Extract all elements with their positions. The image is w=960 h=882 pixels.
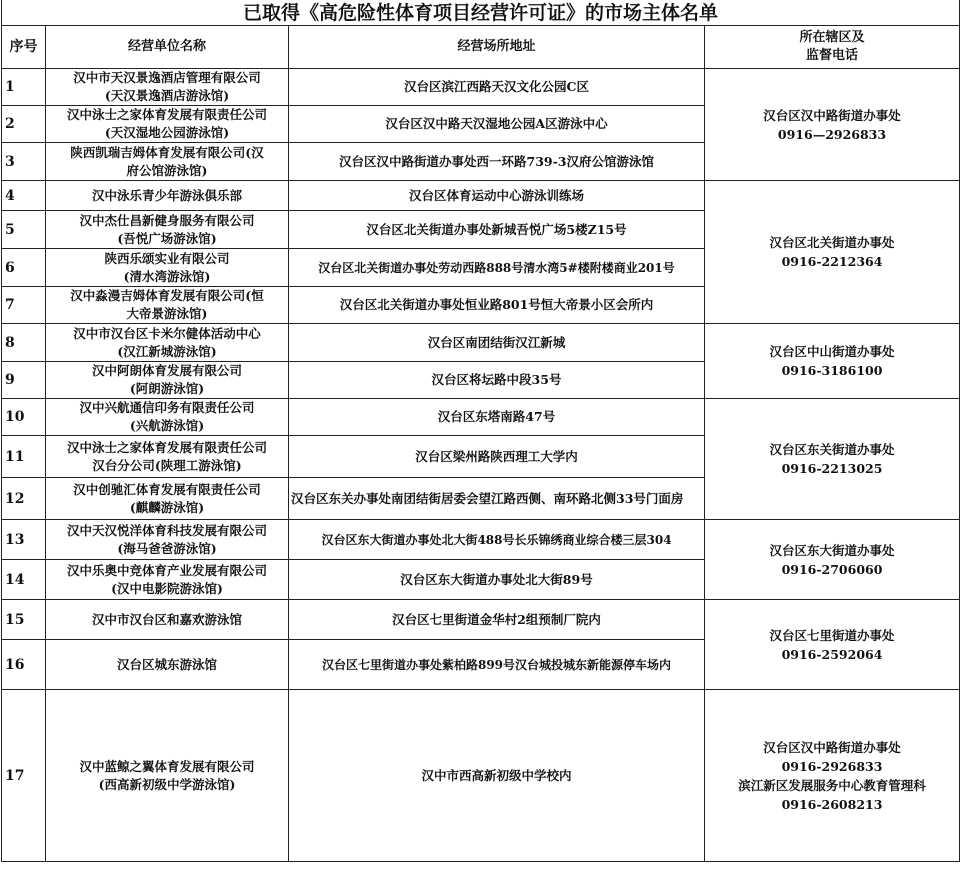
region-cell: 汉台区东关街道办事处 0916-2213025: [705, 399, 960, 520]
row-seq: 3: [2, 143, 46, 181]
table-row: [2, 399, 960, 436]
row-address: 汉台区东塔南路47号: [289, 399, 705, 436]
table-row: [2, 69, 960, 106]
row-seq: 12: [2, 478, 46, 520]
row-address: 汉台区南团结街汉江新城: [289, 324, 705, 362]
row-seq: 1: [2, 69, 46, 106]
region-cell: 汉台区汉中路街道办事处 0916—2926833: [705, 69, 960, 181]
row-unit: 汉中天汉悦洋体育科技发展有限公司 (海马爸爸游泳馆): [46, 520, 289, 560]
row-address: 汉台区北关街道办事处劳动西路888号清水湾5#楼附楼商业201号: [289, 249, 705, 287]
region-cell: 汉台区七里街道办事处 0916-2592064: [705, 600, 960, 690]
row-unit: 汉中市天汉景逸酒店管理有限公司 (天汉景逸酒店游泳馆): [46, 69, 289, 106]
row-unit: 汉中淼漫吉姆体育发展有限公司(恒 大帝景游泳馆): [46, 287, 289, 324]
header-unit: 经营单位名称: [46, 26, 289, 69]
row-unit: 汉中泳乐青少年游泳俱乐部: [46, 181, 289, 211]
row-unit: 汉中蓝鲸之翼体育发展有限公司 (西高新初级中学游泳馆): [46, 690, 289, 862]
region-cell: 汉台区汉中路街道办事处 0916-2926833 滨江新区发展服务中心教育管理科 0916-2608213: [705, 690, 960, 862]
row-seq: 17: [2, 690, 46, 862]
row-address: 汉台区滨江西路天汉文化公园C区: [289, 69, 705, 106]
row-unit: 汉台区城东游泳馆: [46, 640, 289, 690]
table-row: [2, 181, 960, 211]
table-row: [2, 600, 960, 640]
row-seq: 8: [2, 324, 46, 362]
page-title: 已取得《高危险性体育项目经营许可证》的市场主体名单: [2, 0, 960, 26]
region-cell: 汉台区中山街道办事处 0916-3186100: [705, 324, 960, 399]
row-seq: 15: [2, 600, 46, 640]
row-unit: 汉中杰仕昌新健身服务有限公司 (吾悦广场游泳馆): [46, 211, 289, 249]
row-seq: 14: [2, 560, 46, 600]
row-seq: 11: [2, 436, 46, 478]
row-unit: 汉中泳士之家体育发展有限责任公司 (天汉湿地公园游泳馆): [46, 106, 289, 143]
row-unit: 陕西乐颂实业有限公司 (清水湾游泳馆): [46, 249, 289, 287]
table-row: [2, 520, 960, 560]
header-seq: 序号: [2, 26, 46, 69]
row-seq: 4: [2, 181, 46, 211]
row-unit: 汉中泳士之家体育发展有限责任公司 汉台分公司(陕理工游泳馆): [46, 436, 289, 478]
row-seq: 13: [2, 520, 46, 560]
row-unit: 汉中阿朗体育发展有限公司 (阿朗游泳馆): [46, 362, 289, 399]
row-unit: 汉中市汉台区和嘉欢游泳馆: [46, 600, 289, 640]
row-seq: 5: [2, 211, 46, 249]
row-seq: 10: [2, 399, 46, 436]
license-table: [1, 0, 960, 862]
row-seq: 6: [2, 249, 46, 287]
row-seq: 9: [2, 362, 46, 399]
row-unit: 汉中乐奥中竞体育产业发展有限公司 (汉中电影院游泳馆): [46, 560, 289, 600]
row-address: 汉台区梁州路陕西理工大学内: [289, 436, 705, 478]
table-row: [2, 324, 960, 362]
row-address: 汉台区体育运动中心游泳训练场: [289, 181, 705, 211]
region-cell: 汉台区北关街道办事处 0916-2212364: [705, 181, 960, 324]
row-address: 汉台区东大街道办事处北大街89号: [289, 560, 705, 600]
row-address: 汉台区东大街道办事处北大街488号长乐锦绣商业综合楼三层304: [289, 520, 705, 560]
row-address: 汉台区北关街道办事处恒业路801号恒大帝景小区会所内: [289, 287, 705, 324]
row-unit: 汉中兴航通信印务有限责任公司 (兴航游泳馆): [46, 399, 289, 436]
row-address: 汉台区汉中路街道办事处西一环路739-3汉府公馆游泳馆: [289, 143, 705, 181]
row-address: 汉台区将坛路中段35号: [289, 362, 705, 399]
row-address: 汉台区东关办事处南团结街居委会望江路西侧、南环路北侧33号门面房: [289, 478, 705, 520]
row-unit: 汉中市汉台区卡米尔健体活动中心 (汉江新城游泳馆): [46, 324, 289, 362]
table-row: [2, 690, 960, 862]
header-address: 经营场所地址: [289, 26, 705, 69]
row-address: 汉中市西高新初级中学校内: [289, 690, 705, 862]
row-unit: 汉中创驰汇体育发展有限责任公司 (麒麟游泳馆): [46, 478, 289, 520]
header-region: 所在辖区及 监督电话: [705, 26, 960, 69]
region-cell: 汉台区东大街道办事处 0916-2706060: [705, 520, 960, 600]
table-header: [2, 26, 960, 69]
row-seq: 16: [2, 640, 46, 690]
row-address: 汉台区北关街道办事处新城吾悦广场5楼Z15号: [289, 211, 705, 249]
row-address: 汉台区七里街道金华村2组预制厂院内: [289, 600, 705, 640]
row-seq: 7: [2, 287, 46, 324]
row-address: 汉台区七里街道办事处紫柏路899号汉台城投城东新能源停车场内: [289, 640, 705, 690]
row-address: 汉台区汉中路天汉湿地公园A区游泳中心: [289, 106, 705, 143]
row-unit: 陕西凯瑞吉姆体育发展有限公司(汉 府公馆游泳馆): [46, 143, 289, 181]
row-seq: 2: [2, 106, 46, 143]
